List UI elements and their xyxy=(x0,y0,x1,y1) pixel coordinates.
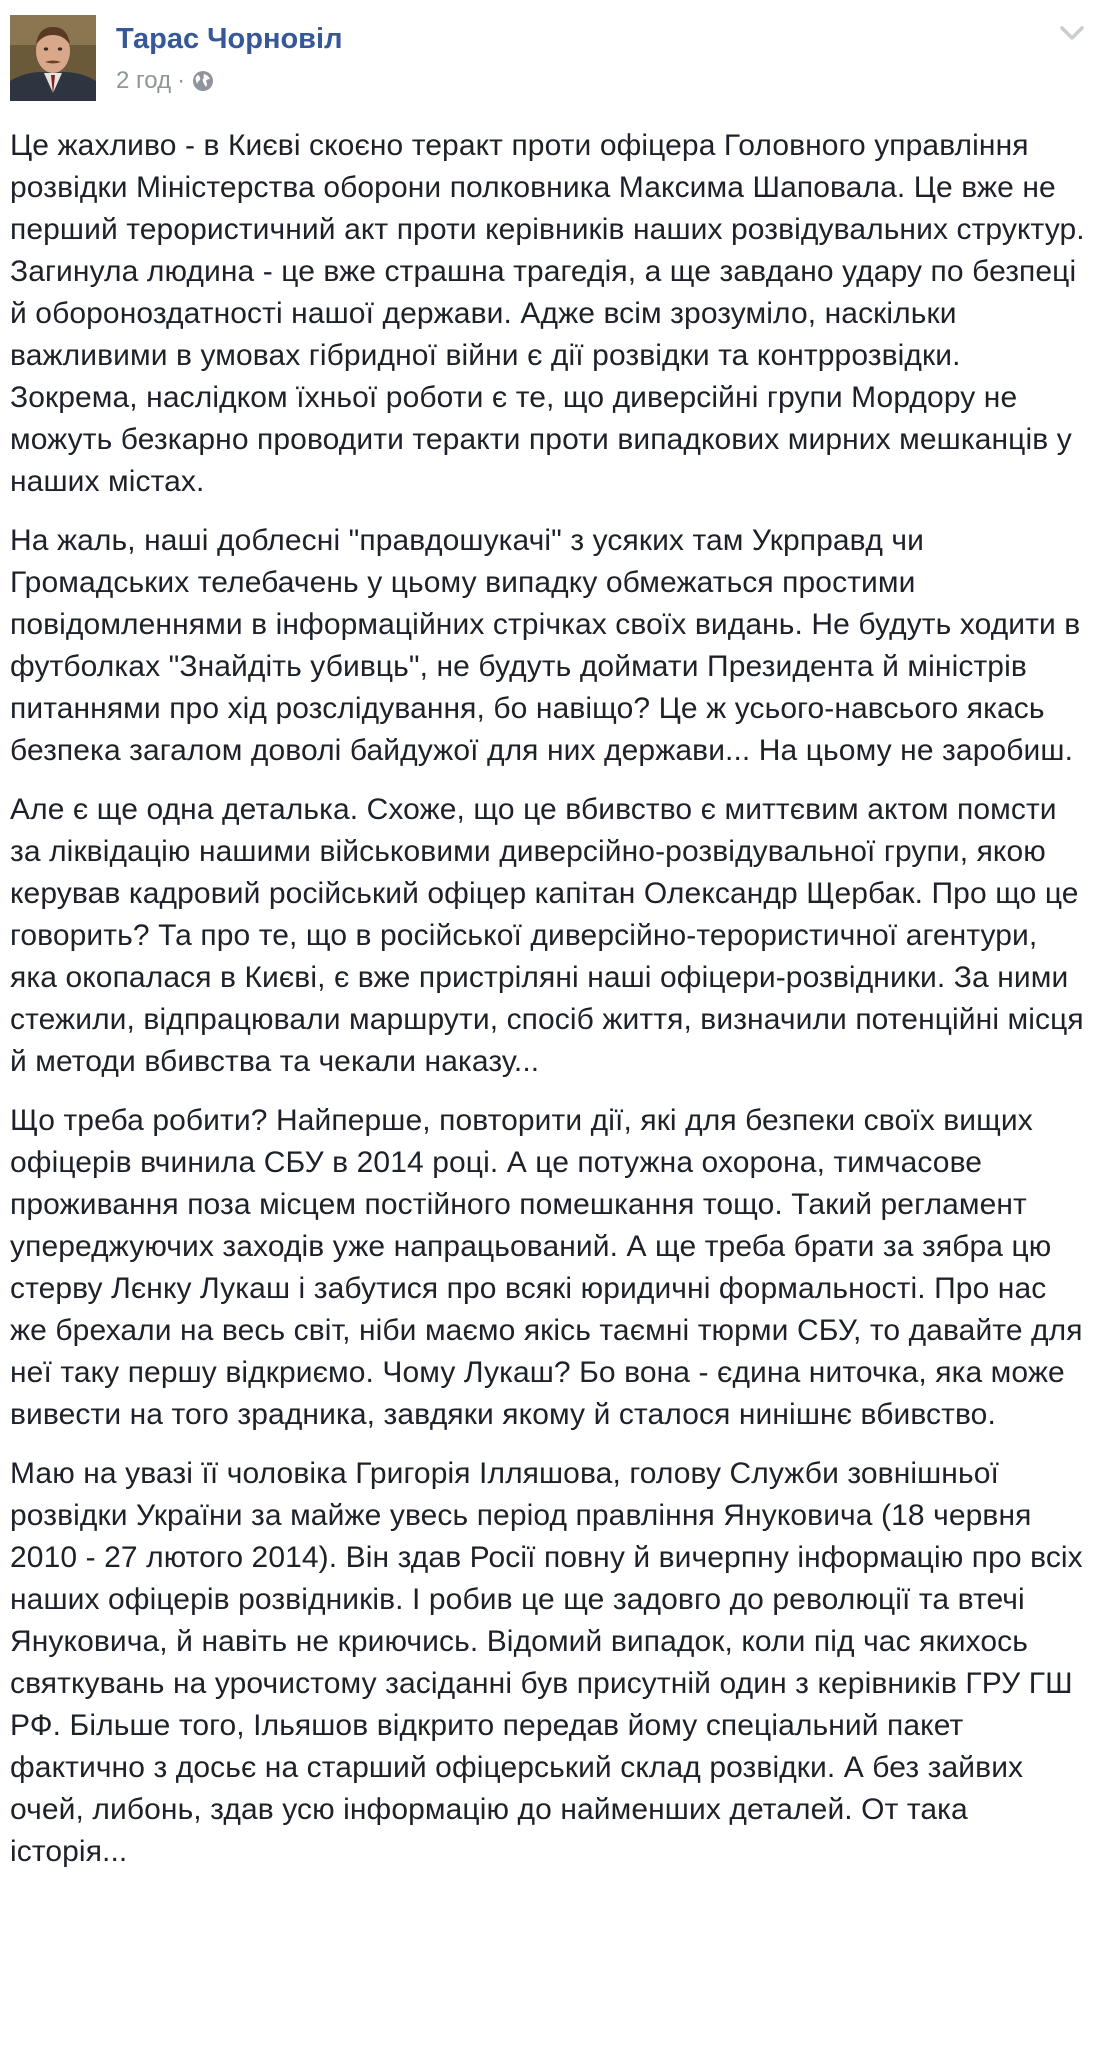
meta-separator: · xyxy=(177,67,186,94)
post-paragraph-3: Але є ще одна деталька. Схоже, що це вбивство є миттєвим актом помсти за ліквідацію нашими військовими диверсійно-розвідувальної групи, якою керував кадровий російський офіцер капітан Олександр Щербак. Про що це говорить? Та про те, що в російської диверсійно-терористичної агентури, яка окопалася в Києві, є вже пристріляні наші офіцери-розвідники. За ними стежили, відпрацювали маршрути, спосіб життя, визначили потенційні місця й методи вбивства та чекали наказу... xyxy=(10,793,1084,1078)
post-meta xyxy=(116,67,215,95)
author-name[interactable]: Тарас Чорновіл xyxy=(116,23,343,55)
chevron-down-icon[interactable] xyxy=(1054,19,1090,47)
avatar-image xyxy=(10,15,96,101)
post-timestamp[interactable]: 2 год xyxy=(116,67,172,94)
post-paragraph-4: Що треба робити? Найперше, повторити дії, які для безпеки своїх вищих офіцерів вчинила СБУ в 2014 році. А це потужна охорона, тимчасове проживання поза місцем постійного помешкання тощо. Такий регламент упереджуючих заходів уже напрацьований. А ще треба брати за зябра цю стерву Лєнку Лукаш і забутися про всякі юридичні формальності. Про нас же брехали на весь світ, ніби маємо якісь таємні тюрми СБУ, то давайте для неї таку першу відкриємо. Чому Лукаш? Бо вона - єдина ниточка, яка може вивести на того зрадника, завдяки якому й сталося нинішнє вбивство. xyxy=(10,1104,1083,1431)
author-avatar[interactable] xyxy=(10,15,96,101)
post-header xyxy=(10,15,1090,105)
post-paragraph-1: Це жахливо - в Києві скоєно теракт проти офіцера Головного управління розвідки Міністерства оборони полковника Максима Шаповала. Це вже не перший терористичний акт проти керівників наших розвідувальних структур. Загинула людина - це вже страшна трагедія, а ще завдано удару по безпеці й обороноздатності нашої держави. Адже всім зрозуміло, наскільки важливими в умовах гібридної війни є дії розвідки та контррозвідки. Зокрема, наслідком їхньої роботи є те, що диверсійні групи Мордору не можуть безкарно проводити теракти проти випадкових мирних мешканців у наших містах. xyxy=(10,129,1085,498)
post-paragraph-5: Маю на увазі її чоловіка Григорія Ілляшова, голову Служби зовнішньої розвідки України за майже увесь період правління Януковича (18 червня 2010 - 27 лютого 2014). Він здав Росії повну й вичерпну інформацію про всіх наших офіцерів розвідників. І робив це ще задовго до революції та втечі Януковича, й навіть не криючись. Відомий випадок, коли під час якихось святкувань на урочистому засіданні був присутній один з керівників ГРУ ГШ РФ. Більше того, Ільяшов відкрито передав йому спеціальний пакет фактично з досьє на старший офіцерський склад розвідки. А без зайвих очей, либонь, здав усю інформацію до найменших деталей. От така історія... xyxy=(10,1457,1083,1868)
post-body xyxy=(10,125,1085,1890)
post-paragraph-2: На жаль, наші доблесні "правдошукачі" з усяких там Укрправд чи Громадських телебачень у цьому випадку обмежаться простими повідомленнями в інформаційних стрічках своїх видань. Не будуть ходити в футболках "Знайдіть убивць", не будуть доймати Президента й міністрів питаннями про хід розслідування, бо навіщо? Це ж усього-навсього якась безпека загалом доволі байдужої для них держави... На цьому не заробиш. xyxy=(10,524,1081,767)
globe-icon[interactable] xyxy=(191,69,215,93)
